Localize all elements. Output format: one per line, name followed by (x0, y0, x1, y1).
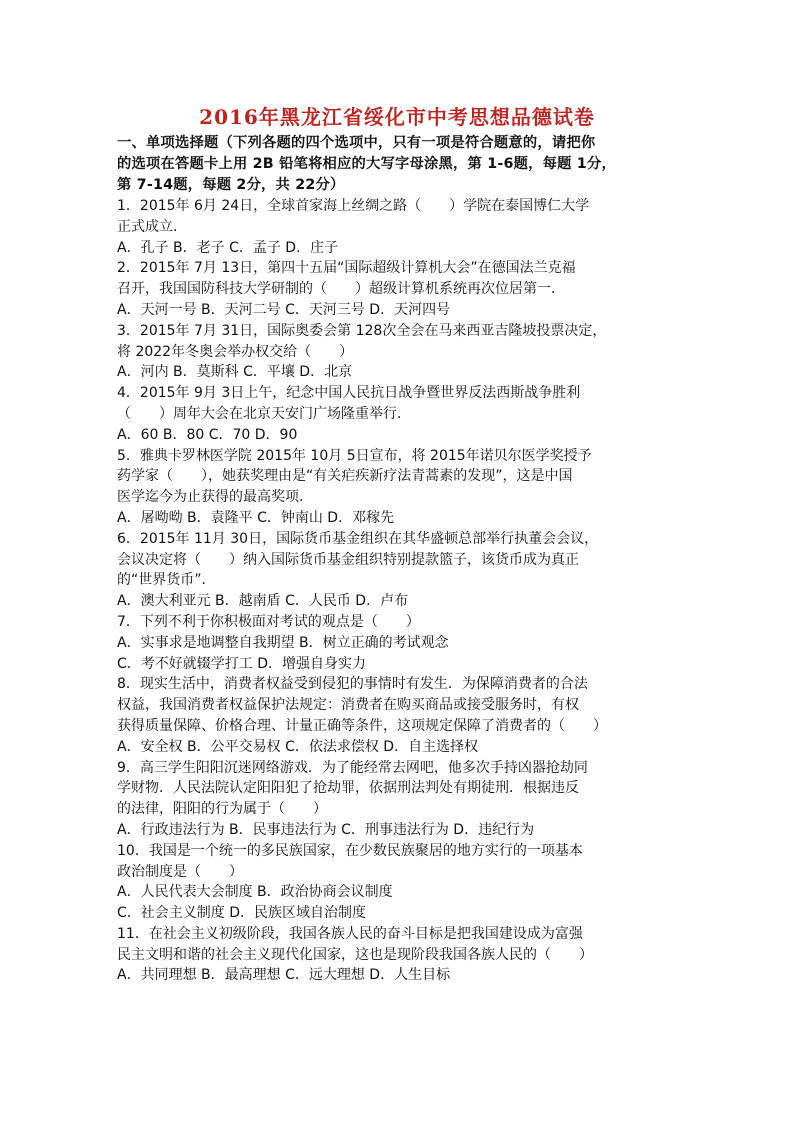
question-options: A．天河一号 B．天河二号 C．天河三号 D．天河四号 (117, 301, 451, 318)
question-options: A．60 B．80 C．70 D．90 (117, 426, 298, 443)
question-stem: 11．在社会主义初级阶段，我国各族人民的奋斗目标是把我国建设成为富强 (117, 925, 583, 942)
question-stem: 药学家（ ），她获奖理由是“有关疟疾新疗法青蒿素的发现”，这是中国 (117, 468, 573, 485)
question-stem: 的法律，阳阳的行为属于（ ） (117, 801, 327, 818)
question-10 (117, 841, 677, 924)
question-stem: 召开，我国国防科技大学研制的（ ）超级计算机系统再次位居第一． (117, 281, 565, 298)
question-options: A．行政违法行为 B．民事违法行为 C．刑事违法行为 D．违纪行为 (117, 821, 535, 838)
question-options: A．河内 B．莫斯科 C．平壤 D．北京 (117, 364, 353, 381)
question-stem: 学财物．人民法院认定阳阳犯了抢劫罪，依据刑法判处有期徒刑．根据违反 (117, 780, 579, 797)
question-4 (117, 383, 677, 445)
question-options: A．屠呦呦 B．袁隆平 C．钟南山 D．邓稼先 (117, 509, 395, 526)
question-8 (117, 674, 677, 757)
question-stem: 会议决定将（ ）纳入国际货币基金组织特别提款篮子，该货币成为真正 (117, 551, 579, 568)
question-3 (117, 321, 677, 383)
question-stem: 政治制度是（ ） (117, 863, 243, 880)
question-stem: 权益，我国消费者权益保护法规定：消费者在购买商品或接受服务时，有权 (117, 697, 579, 714)
question-options: A．共同理想 B．最高理想 C．远大理想 D．人生目标 (117, 967, 451, 984)
question-stem: 6．2015年 11月 30日，国际货币基金组织在其华盛顿总部举行执董会会议， (117, 530, 599, 547)
question-stem: 民主文明和谐的社会主义现代化国家，这也是现阶段我国各族人民的（ ） (117, 946, 593, 963)
question-stem: 2．2015年 7月 13日，第四十五届“国际超级计算机大会”在德国法兰克福 (117, 260, 576, 277)
question-options: A．安全权 B．公平交易权 C．依法求偿权 D．自主选择权 (117, 738, 479, 755)
question-stem: 3．2015年 7月 31日，国际奥委会第 128次全会在马来西亚吉隆坡投票决定， (117, 322, 607, 339)
question-5 (117, 446, 677, 529)
section-header-line: 一、单项选择题（下列各题的四个选项中，只有一项是符合题意的，请把你 (117, 135, 596, 151)
question-options: C．社会主义制度 D．民族区域自治制度 (117, 905, 367, 922)
question-options: C．考不好就辍学打工 D．增强自身实力 (117, 655, 367, 672)
question-9 (117, 758, 677, 841)
question-options: A．人民代表大会制度 B．政治协商会议制度 (117, 884, 393, 901)
question-7 (117, 612, 677, 674)
question-stem: 医学迄今为止获得的最高奖项． (117, 489, 313, 506)
question-stem: 7．下列不利于你积极面对考试的观点是（ ） (117, 613, 420, 630)
exam-content (117, 133, 677, 986)
question-stem: 获得质量保障、价格合理、计量正确等条件，这项规定保障了消费者的（ ） (117, 717, 607, 734)
question-options: A．孔子 B．老子 C．孟子 D．庄子 (117, 239, 339, 256)
section-header-line: 的选项在答题卡上用 2B 铅笔将相应的大写字母涂黑，第 1-6题，每题 1分， (117, 156, 616, 172)
question-1 (117, 196, 677, 258)
section-header (117, 133, 677, 196)
question-stem: 5．雅典卡罗林医学院 2015年 10月 5日宣布，将 2015年诺贝尔医学奖授予 (117, 447, 592, 464)
question-11 (117, 924, 677, 986)
question-6 (117, 529, 677, 612)
question-stem: 将 2022年冬奥会举办权交给（ ） (117, 343, 354, 360)
question-stem: 8．现实生活中，消费者权益受到侵犯的事情时有发生．为保障消费者的合法 (117, 676, 588, 693)
question-stem: 1．2015年 6月 24日，全球首家海上丝绸之路（ ）学院在泰国博仁大学 (117, 198, 590, 214)
question-stem: 正式成立． (117, 218, 187, 235)
question-stem: 的“世界货币”． (117, 572, 216, 589)
question-options: A．实事求是地调整自我期望 B．树立正确的考试观念 (117, 634, 449, 651)
question-stem: 4．2015年 9月 3日上午，纪念中国人民抗日战争暨世界反法西斯战争胜利 (117, 385, 581, 402)
section-header-line: 第 7-14题，每题 2分，共 22分） (117, 177, 345, 193)
exam-title: 2016年黑龙江省绥化市中考思想品德试卷 (199, 105, 595, 129)
question-2 (117, 258, 677, 320)
question-options: A．澳大利亚元 B．越南盾 C．人民币 D．卢布 (117, 593, 409, 610)
question-stem: 9．高三学生阳阳沉迷网络游戏．为了能经常去网吧，他多次手持凶器抢劫同 (117, 759, 588, 776)
question-stem: （ ）周年大会在北京天安门广场隆重举行． (117, 405, 411, 422)
question-stem: 10．我国是一个统一的多民族国家，在少数民族聚居的地方实行的一项基本 (117, 842, 583, 859)
